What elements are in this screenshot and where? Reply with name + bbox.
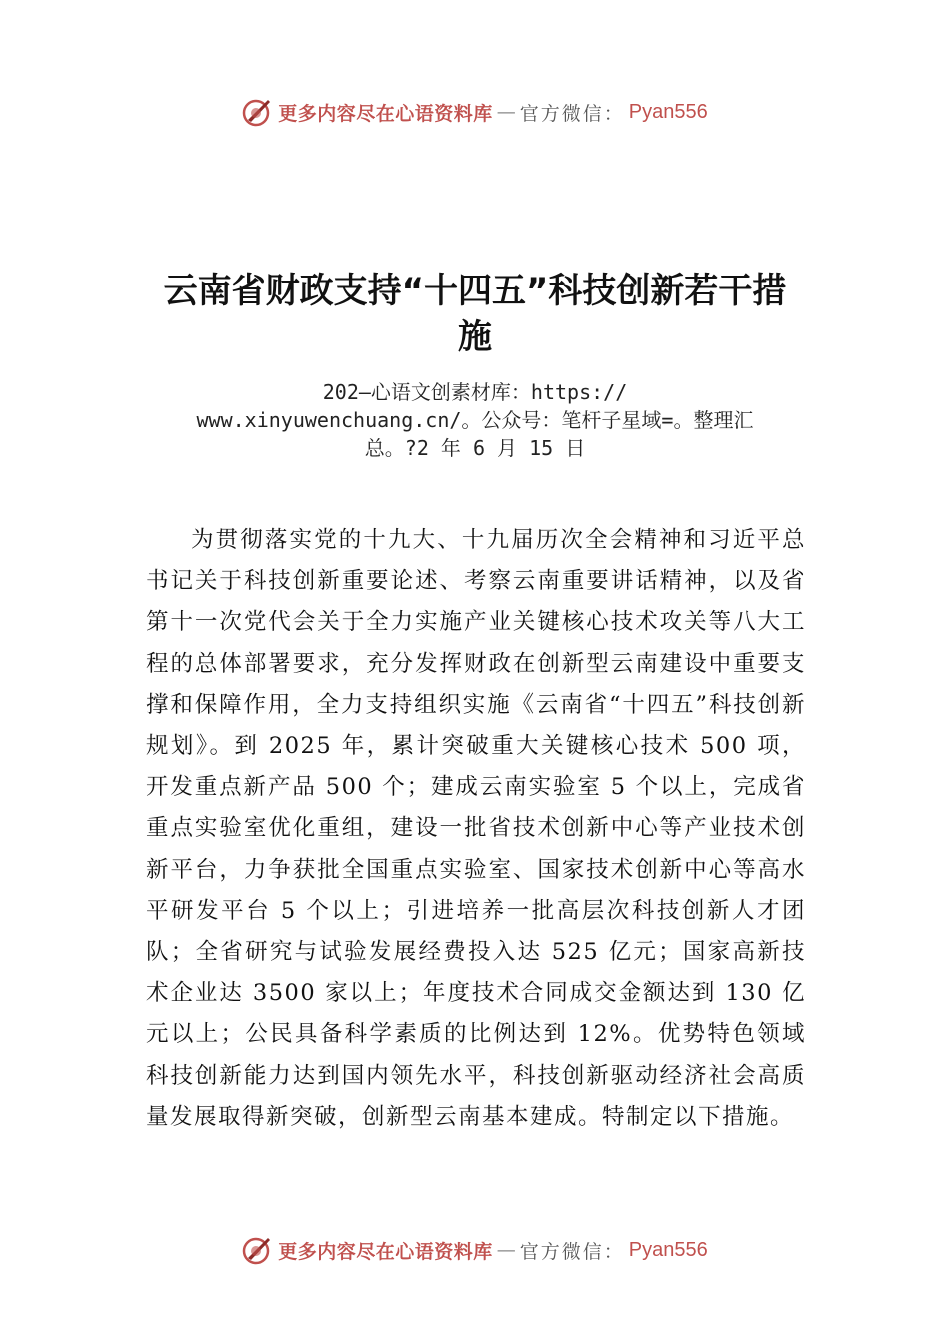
meta-line-3: 总。?2 年 6 月 15 日 [364, 436, 586, 460]
banner-wechat-id: Pyan556 [628, 1238, 708, 1261]
banner-wechat-label: 官方微信： [519, 1240, 625, 1263]
banner-main-text: 更多内容尽在心语资料库 [278, 1240, 493, 1263]
banner-wechat-id: Pyan556 [628, 100, 708, 123]
meta-line-2: www.xinyuwenchuang.cn/。公众号：笔杆子星域=。整理汇 [196, 408, 754, 432]
banner-main-text: 更多内容尽在心语资料库 [278, 102, 493, 125]
banner-dash: — [496, 101, 516, 123]
document-meta [140, 378, 810, 462]
banner-dash: — [496, 1239, 516, 1261]
document-title [120, 268, 830, 360]
body-paragraph: 为贯彻落实党的十九大、十九届历次全会精神和习近平总书记关于科技创新重要论述、考察云南重要讲话精神，以及省第十一次党代会关于全力实施产业关键核心技术攻关等八大工程的总体部署要求，充分发挥财政在创新型云南建设中重要支撑和保障作用，全力支持组织实施《云南省“十四五”科技创新规划》。到 2025 年，累计突破重大关键核心技术 500 项，开发重点新产品 500 个；建成云南实验室 5 个以上，完成省重点实验室优化重组，建设一批省技术创新中心等产业技术创新平台，力争获批全国重点实验室、国家技术创新中心等高水平研发平台 5 个以上；引进培养一批高层次科技创新人才团队；全省研究与试验发展经费投入达 525 亿元；国家高新技术企业达 3500 家以上；年度技术合同成交金额达到 130 亿元以上；公民具备科学素质的比例达到 12%。优势特色领域科技创新能力达到国内领先水平，科技创新驱动经济社会高质量发展取得新突破，创新型云南基本建成。特制定以下措施。 [146, 527, 806, 1130]
quill-logo-icon [242, 1234, 274, 1266]
banner-wechat-label: 官方微信： [519, 102, 625, 125]
meta-line-1: 202—心语文创素材库：https:// [322, 380, 628, 404]
title-line-2: 施 [458, 317, 492, 357]
quill-logo-icon [242, 96, 274, 128]
footer-banner [0, 1234, 950, 1271]
title-line-1: 云南省财政支持“十四五”科技创新若干措 [163, 271, 787, 311]
header-banner [0, 96, 950, 133]
